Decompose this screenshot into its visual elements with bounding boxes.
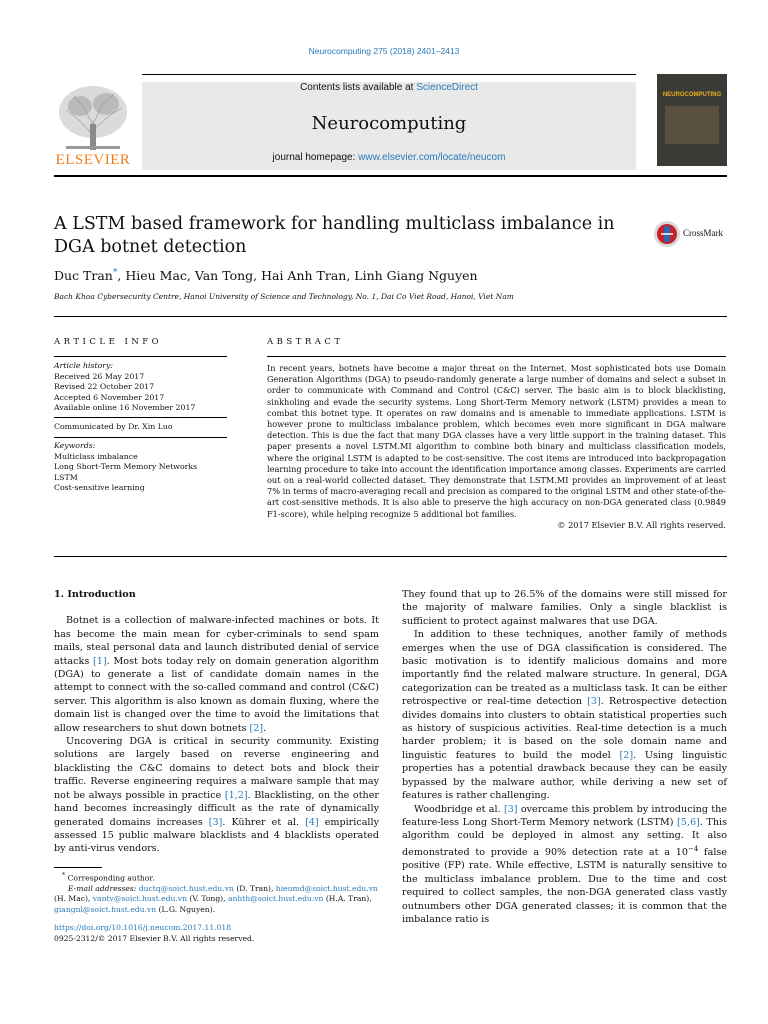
homepage-link[interactable]: www.elsevier.com/locate/neucom — [358, 152, 506, 163]
text-run: empirically assessed 15 public malware blacklists and 4 blacklists operated by anti-virus vendors. — [54, 816, 379, 855]
article-title: A LSTM based framework for handling multiclass imbalance in DGA botnet detection — [54, 214, 615, 257]
crossmark-icon — [653, 220, 681, 248]
contents-prefix: Contents lists available at — [300, 82, 417, 93]
email-addresses-cont — [54, 894, 379, 904]
author-duc-tran: Duc Tran — [54, 268, 113, 284]
abstract-rule-bottom — [54, 556, 727, 557]
email-label: E-mail addresses: — [68, 883, 139, 893]
text-run: . Using linguistic properties has a potential drawback because they can be easily bypassed by the malware author, while deriving a new set of features is rather challenging. — [402, 749, 727, 802]
history-label: Article history: — [54, 361, 114, 370]
homepage-prefix: journal homepage: — [272, 152, 359, 163]
author-list — [54, 268, 478, 283]
citation-link[interactable]: [2] — [249, 722, 264, 734]
journal-name: Neurocomputing — [311, 113, 467, 134]
article-history — [54, 361, 229, 414]
abstract-body — [267, 363, 726, 531]
left-column — [54, 588, 379, 856]
contents-line — [142, 82, 636, 93]
text-run: . Most bots today rely on domain generation algorithm (DGA) to generate a list of candidate domain names in the attempt to connect with the so-called command and control (C&C) server. This algorithm is also known as domain fluxing, where the domain list is changed over the time to avoid the limitations that allow researchers to shut down botnets — [54, 655, 379, 734]
right-column — [402, 588, 727, 926]
intro-paragraph-4 — [402, 628, 727, 802]
citation-link[interactable]: [3] — [208, 816, 223, 828]
email-owner: (H.A. Tran), — [323, 894, 372, 904]
article-info-rule — [54, 356, 227, 357]
header-rule-bottom — [54, 175, 727, 177]
history-received: Received 26 May 2017 — [54, 371, 145, 381]
article-info-heading: ARTICLE INFO — [54, 337, 163, 347]
publisher-wordmark: ELSEVIER — [55, 152, 131, 168]
email-owner: (L.G. Nguyen). — [156, 904, 215, 914]
other-authors: , Hieu Mac, Van Tong, Hai Anh Tran, Linh Giang Nguyen — [117, 268, 478, 284]
text-run: . Retrospective detection divides domains into clusters to obtain statistical properties such as history of suspicious activities. Real-time detection is a much harder problem; it is based on the sole domain name and linguistic features to build the model — [402, 696, 727, 761]
email-link[interactable]: anhth@soict.hust.edu.vn — [227, 894, 324, 904]
history-rule — [54, 417, 227, 418]
email-addresses — [54, 884, 379, 894]
communicated-by: Communicated by Dr. Xin Luo — [54, 422, 173, 431]
citation-link[interactable]: [3] — [587, 696, 601, 708]
keyword-item: Multiclass imbalance — [54, 451, 138, 461]
footnote-marker: * — [62, 872, 66, 879]
keyword-item: LSTM — [54, 472, 78, 482]
email-link[interactable]: ductq@soict.hust.edu.vn — [138, 883, 234, 893]
text-run: Botnet is a collection of malware-infected machines or bots. It has become the main mean for cyber-criminals to send spam mails, steal personal data and launch distributed denial of service attacks — [54, 615, 379, 667]
email-link[interactable]: vantv@soict.hust.edu.vn — [92, 894, 188, 904]
intro-paragraph-2 — [54, 735, 379, 856]
citation-link[interactable]: [1,2] — [224, 789, 248, 801]
crossmark-label: CrossMark — [683, 228, 723, 238]
communicated-rule — [54, 437, 227, 438]
issn-copyright: 0925-2312/© 2017 Elsevier B.V. All rights reserved. — [54, 933, 255, 943]
corresponding-label: Corresponding author. — [67, 873, 155, 883]
journal-cover-thumbnail[interactable] — [657, 74, 727, 166]
abstract-text: In recent years, botnets have become a major threat on the Internet. Most sophisticated bots use Domain Generation Algorithms (DGA) to pseudo-randomly generate a large number of domains and select a subset in order to communicate with Command and Control (C&C) server. The basic aim is to block blacklisting, sinkholing and evade the security systems. Long Short-Term Memory network (LSTM) provides a mean to combat this botnet type. It operates on raw domains and is amenable to immediate applications. LSTM is however prone to multiclass imbalance problem, which becomes even more significant in DGA malware detection. This is due the fact that many DGA classes have a very little support in the training dataset. This paper presents a novel LSTM.MI algorithm to combine both binary and multiclass classification models, where the original LSTM is adapted to be cost-sensitive. The cost items are introduced into backpropagation learning procedure to take into account the identification importance among classes. Experiments are carried out on a real-world collected dataset. They demonstrate that LSTM.MI provides an improvement of at least 7% in terms of macro-averaging recall and precision as compared to the original LSTM and other state-of-the-art cost-sensitive methods. It is also able to preserve the high accuracy on non-DGA generated class (0.9849 F1-score), while helping recognize 5 additional bot families. — [267, 363, 726, 519]
text-run: false positive (FP) rate. While effective, LSTM is naturally sensitive to the multiclass imbalance problem. Due to the time and cost required to collect samples, the non-DGA generated class vastly outnumbers other DGA generated classes; it is common that the imbalance ratio is — [402, 846, 727, 925]
sciencedirect-link[interactable]: ScienceDirect — [416, 82, 478, 93]
info-rule-top — [54, 316, 727, 317]
crossmark-badge[interactable] — [653, 220, 733, 248]
affiliation: Bach Khoa Cybersecurity Centre, Hanoi University of Science and Technology, No. 1, Dai Co Viet Road, Hanoi, Viet Nam — [54, 292, 514, 301]
journal-banner — [142, 82, 636, 170]
homepage-line — [142, 152, 636, 163]
email-addresses-cont2 — [54, 905, 379, 915]
keywords-label: Keywords: — [54, 441, 96, 450]
history-revised: Revised 22 October 2017 — [54, 382, 155, 391]
abstract-rule — [267, 356, 726, 357]
corresponding-author-marker[interactable]: * — [112, 268, 118, 278]
keywords — [54, 441, 229, 494]
citation-link[interactable]: [1] — [93, 655, 107, 667]
text-run: overcame this problem by introducing the feature-less Long Short-Term Memory network (LSTM) — [402, 803, 727, 828]
text-run: . — [263, 722, 267, 734]
email-link[interactable]: hieumd@soict.hust.edu.vn — [275, 883, 378, 893]
email-owner: (H. Mac), — [54, 894, 93, 904]
text-run: . Kührer et al. — [222, 816, 306, 828]
abstract-heading: ABSTRACT — [267, 337, 344, 347]
cover-image — [665, 106, 719, 144]
section-heading-introduction: 1. Introduction — [54, 589, 136, 600]
doi-link[interactable]: https://doi.org/10.1016/j.neucom.2017.11.018 — [54, 923, 232, 933]
text-run: Woodbridge et al. — [414, 803, 504, 815]
citation-link[interactable]: [2] — [619, 749, 634, 761]
intro-paragraph-5 — [402, 803, 727, 927]
text-run: . This algorithm could be deployed in almost any setting. It also demonstrated to provide a 90% detection rate at a 10 — [402, 816, 727, 858]
history-online: Available online 16 November 2017 — [54, 403, 196, 412]
corresponding-author-note — [54, 871, 379, 884]
text-run: In addition to these techniques, another family of methods emerges when the use of DGA classification is considered. The basic motivation is to identify malicious domains and more importantly find the related malware structure. In general, DGA categorization can be treated as a multiclass task. It can be either retrospective or real-time detection — [402, 629, 727, 708]
footnote-block — [54, 871, 379, 944]
citation-link[interactable]: [3] — [503, 803, 518, 815]
text-run: Uncovering DGA is critical in security community. Existing solutions are largely based on reverse engineering and blacklisting the C&C domains to detect bots and block their traffic. Reverse engineering requires a malware sample that may not be always possible in practice — [54, 736, 379, 801]
email-link[interactable]: giangnl@soict.hust.edu.vn — [54, 904, 157, 914]
abstract-copyright: © 2017 Elsevier B.V. All rights reserved. — [557, 519, 726, 530]
email-owner: (V. Tong), — [187, 894, 228, 904]
journal-citation[interactable]: Neurocomputing 275 (2018) 2401–2413 — [308, 46, 460, 56]
footnote-rule — [54, 867, 102, 868]
history-accepted: Accepted 6 November 2017 — [54, 392, 165, 402]
header-rule-top — [142, 74, 636, 75]
cover-title: NEUROCOMPUTING — [662, 92, 722, 98]
keyword-item: Long Short-Term Memory Networks — [54, 462, 198, 471]
intro-paragraph-3: They found that up to 26.5% of the domains were still missed for the majority of malware families. Only a single blacklist is sufficient to protect against malwares that use DGA. — [402, 589, 727, 627]
citation-link[interactable]: [4] — [305, 816, 319, 828]
citation-link[interactable]: [5,6] — [677, 816, 700, 828]
text-run: . Blacklisting, on the other hand becomes increasingly difficult as the rate of dynamically generated domains increases — [54, 789, 379, 828]
keyword-item: Cost-sensitive learning — [54, 483, 145, 492]
superscript-exponent: −4 — [687, 844, 699, 853]
email-owner: (D. Tran), — [233, 883, 276, 893]
intro-paragraph-1 — [54, 614, 379, 735]
